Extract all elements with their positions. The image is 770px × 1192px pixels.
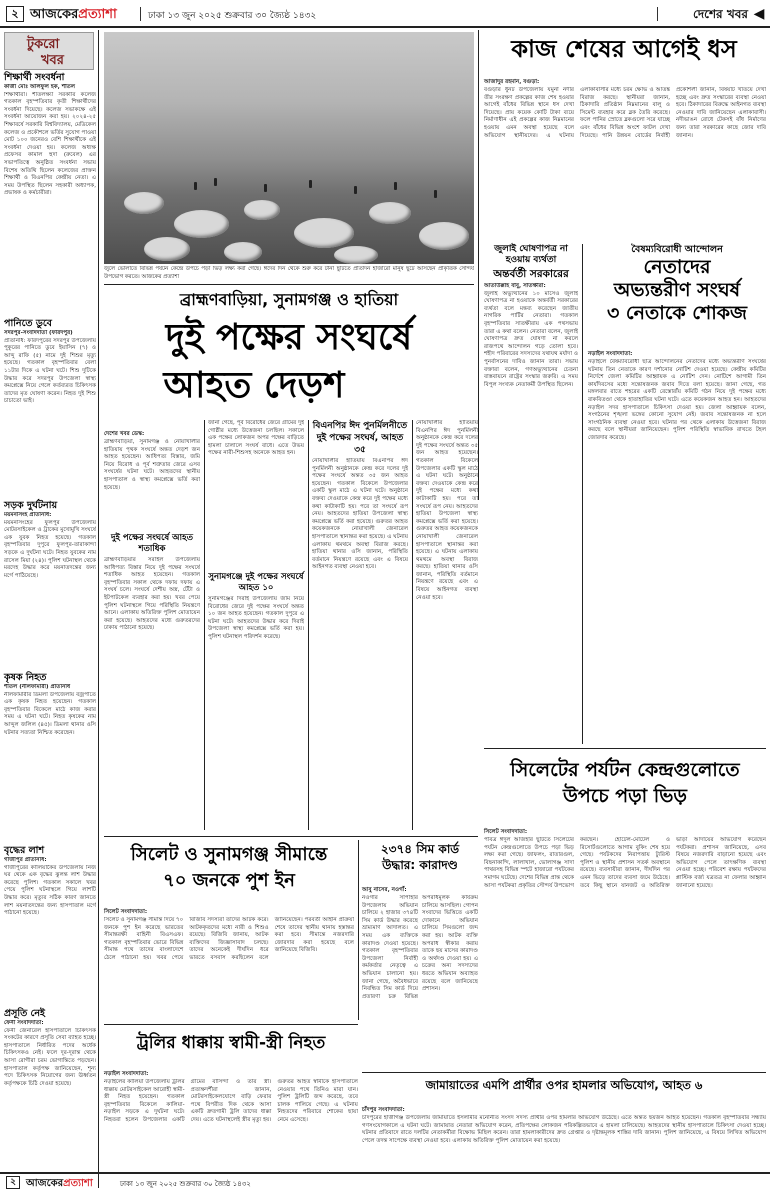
- section-title: দেশের খবর: [692, 7, 748, 21]
- sidebar-item-headline: সড়ক দুর্ঘটনায়: [4, 500, 58, 511]
- story-byline: দেশের খবর ডেস্ক:: [104, 431, 145, 437]
- tourism-body: [484, 818, 766, 1085]
- sim-body: [362, 876, 478, 1075]
- sidebar-item: [4, 1008, 96, 1178]
- header-divider: [140, 7, 141, 21]
- news-photo: [104, 32, 474, 264]
- story-byline: চাঁদপুর সংবাদদাতা:: [362, 1107, 405, 1113]
- sidebar-item-byline: শীতল (নীলফামারী) প্রতিনিধি: [4, 684, 71, 690]
- story-byline: নড়াইল সংবাদদাতা:: [104, 1071, 149, 1077]
- story-kicker: জুলাই ঘোষণাপত্র না হওয়ায় ব্যর্থতা: [494, 244, 568, 265]
- sidebar-item-headline: কৃষক নিহত: [4, 672, 47, 683]
- sidebar-item: [4, 845, 96, 1005]
- sidebar-item-body: ময়মনসিংহের ফুলপুর উপজেলায় মোটরসাইকেল ও ট্রাকের মুখোমুখি সংঘর্ষে এক যুবক নিহত হয়েছে। গতকাল বৃহস্পতিবার দুপুরে ফুলপুর-তারাকান্দা সড়কে এ দুর্ঘটনা ঘটে। নিহত যুবকের নাম রাসেল মিয়া (২৪)। পুলিশ ঘটনাস্থল থেকে মরদেহ উদ্ধার করে ময়নাতদন্তের জন্য মর্গে পাঠিয়েছে।: [4, 519, 96, 579]
- sidebar-item-headline: শিক্ষার্থী সংবর্ধনা: [4, 72, 65, 83]
- page-footer: [0, 1174, 770, 1192]
- page-number: ২: [6, 6, 24, 22]
- story-headline-2: অভ্যন্তরীণ সংঘর্ষ: [613, 279, 741, 301]
- july-story: [484, 244, 578, 751]
- sidebar-item-byline: গাজীপুর প্রতিনিধি:: [4, 857, 47, 863]
- sidebar-item-byline: সদরপুর-সংবাদদাতা (ফরিদপুর): [4, 330, 73, 336]
- story-byline: সিলেট সংবাদদাতা:: [484, 829, 528, 835]
- lead-col-4: [416, 420, 478, 820]
- lead-headline-2: আহত দেড়শ: [163, 365, 345, 406]
- story-headline: কাজ শেষের আগেই ধস: [511, 35, 737, 63]
- footer-paper-name: [26, 1176, 93, 1192]
- paper-name-b: প্রত্যাশা: [78, 7, 117, 22]
- story-headline-1: নেতাদের: [643, 256, 711, 278]
- sidebar-item: [4, 500, 96, 670]
- lead-kicker: ব্রাহ্মণবাড়িয়া, সুনামগঞ্জ ও হাতিয়া: [179, 290, 399, 309]
- border-headline-1: সিলেট ও সুনামগঞ্জ সীমান্তে: [130, 844, 328, 865]
- story-body-text: বগুড়ার ধুনট উপজেলায় যমুনা নদীর তীর সংরক্ষণ প্রকল্পের কাজ শেষ হওয়ার আগেই বাঁধের বিভিন্ন স্থানে ধস দেখা দিয়েছে। প্রায় কয়েক কোটি টাকা ব্যয়ে নির্মাণাধীন এই প্রকল্পের কাজ নিম্নমানের হওয়ায় এমন অবস্থা হয়েছে বলে অভিযোগ স্থানীয়দের। এ ঘটনায় এলাকাবাসীর মধ্যে চরম ক্ষোভ ও আতঙ্ক বিরাজ করছে। স্থানীয়রা জানান, ঠিকাদারি প্রতিষ্ঠান নিম্নমানের বালু ও সিমেন্ট ব্যবহার করে ব্লক তৈরি করেছে। ফলে পানির স্রোতে ব্লকগুলো সরে যাচ্ছে এবং বাঁধের বিভিন্ন অংশে ফাটল দেখা দিয়েছে। পানি উন্নয়ন বোর্ডের নির্বাহী প্রকৌশলী জানান, বিষয়টি খতিয়ে দেখা হচ্ছে এবং দ্রুত সংস্কারের ব্যবস্থা নেওয়া হবে। ঠিকাদারের বিরুদ্ধে আইনগত ব্যবস্থা নেওয়ার দাবি জানিয়েছেন এলাকাবাসী। নদীভাঙন রোধে টেকসই বাঁধ নির্মাণের জন্য তারা সরকারের কাছে জোর দাবি জানান।: [484, 87, 766, 139]
- story-body: [484, 68, 766, 259]
- footer-paper-name-a: আজকের: [26, 1178, 64, 1189]
- trolley-body: [104, 1060, 358, 1179]
- story-body-text: নওগাঁর সাপাহার উপজেলায় অভিযান চালিয়ে ২ হাজার ৩৭৪টি সিম কার্ড উদ্ধার করেছে ভ্রাম্যমাণ আদালত। এ সময় এক ব্যক্তিকে কারাদণ্ড দেওয়া হয়েছে। গতকাল বৃহস্পতিবার উপজেলা নির্বাহী কর্মকর্তার নেতৃত্বে এ অভিযান চালানো হয়। জানা গেছে, অবৈধভাবে নিবন্ধিত সিম কার্ড দিয়ে প্রতারণা চক্র বিভিন্ন অপরাধমূলক কার্যক্রম চালিয়ে আসছিল। গোপন সংবাদের ভিত্তিতে একটি দোকানে অভিযান চালিয়ে সিমগুলো জব্দ করা হয়। আটক ব্যক্তি অপরাধ স্বীকার করায় তাকে ছয় মাসের কারাদণ্ড ও অর্থদণ্ড দেওয়া হয়। এ চক্রের অন্য সদস্যদের ধরতে অভিযান অব্যাহত রয়েছে বলে জানিয়েছে প্রশাসন।: [362, 895, 478, 1000]
- story-headline: অন্তর্বর্তী সরকারের: [493, 268, 569, 280]
- header-divider: [657, 7, 658, 21]
- story-body-text: জানা গেছে, পূর্ব বিরোধের জেরে গ্রামের দুই গোষ্ঠীর মধ্যে উত্তেজনা চলছিল। সকালে এক পক্ষের লোকজন অপর পক্ষের বাড়িতে হামলা চালালে সংঘর্ষ বাধে। এতে উভয় পক্ষের নারী-শিশুসহ অনেকে আহত হন।: [208, 420, 304, 457]
- sidebar-item-body: নীলফামারীর ডিমলা উপজেলায় বজ্রপাতে এক কৃষক নিহত হয়েছেন। গতকাল বৃহস্পতিবার বিকেলে মাঠে কাজ করার সময় এ ঘটনা ঘটে। নিহত কৃষকের নাম আব্দুল জলিল (৪৫)। ডিমলা থানার ওসি ঘটনার সত্যতা নিশ্চিত করেছেন।: [4, 691, 96, 736]
- story-subhead: সুনামগঞ্জে দুই পক্ষের সংঘর্ষে আহত ১০: [208, 572, 304, 593]
- footer-paper-name-b: প্রত্যাশা: [63, 1178, 93, 1189]
- lead-headline-1: দুই পক্ষের সংঘর্ষে: [165, 317, 413, 358]
- story-byline: আজাদুর রহমান, বগুড়া:: [484, 79, 540, 85]
- arrow-right-icon: ◀: [753, 6, 765, 22]
- sidebar-item-body: ফেনী জেনারেল হাসপাতালে চিকিৎসক সংকটের কারণে প্রসূতি সেবা ব্যাহত হচ্ছে। হাসপাতালে নির্ধারিত পদের অর্ধেক চিকিৎসকও নেই। ফলে দূর-দূরান্ত থেকে আসা রোগীরা চরম ভোগান্তিতে পড়ছেন। হাসপাতাল কর্তৃপক্ষ জানিয়েছেন, শূন্য পদে চিকিৎসক নিয়োগের জন্য ঊর্ধ্বতন কর্তৃপক্ষকে চিঠি দেওয়া হয়েছে।: [4, 1027, 96, 1087]
- sidebar-item-body: শিক্ষার্থীরা। শীতলক্ষ্যা সরকারি কলেজ গতকাল বৃহস্পতিবার কৃতী শিক্ষার্থীদের সংবর্ধনা দিয়েছে। কলেজ সভাকক্ষে এই সংবর্ধনা আয়োজন করা হয়। ২০২৪-২৫ শিক্ষাবর্ষে সরকারি বিশ্ববিদ্যালয়, মেডিকেল কলেজ ও প্রকৌশলে ভর্তির সুযোগ পাওয়া মোট ১০০ জনেরও বেশি শিক্ষার্থীকে এই সংবর্ধনা দেওয়া হয়। কলেজ অধ্যক্ষ প্রফেসর কামাল হুদা (রুবেল) এর সভাপতিত্বে অনুষ্ঠিত সংবর্ধনা সভায় বিশেষ অতিথি ছিলেন কলেজের প্রাক্তন শিক্ষার্থী ও বিএনপির কেন্দ্রীয় নেতা। এ সময় উপস্থিত ছিলেন সহকারী অধ্যাপক, প্রভাষক ও কর্মচারীরা।: [4, 91, 96, 197]
- sidebar-item: [4, 318, 96, 498]
- sidebar-item-byline: কাজী মোঃ অলিফুল হক, শীতল: [4, 84, 76, 90]
- sim-headline-1: ২৩৭৪ সিম কার্ড: [380, 842, 460, 856]
- story-body-text: সিলেট ও সুনামগঞ্জ সীমান্ত দিয়ে ৭০ জনকে পুশ ইন করেছে ভারতের সীমান্তরক্ষী বাহিনী বিএসএফ। গতকাল বৃহস্পতিবার ভোরে বিভিন্ন সীমান্ত পথে তাদের বাংলাদেশে ঠেলে পাঠানো হয়। খবর পেয়ে বিজিবি সদস্যরা তাদের আটক করে। আটককৃতদের মধ্যে নারী ও শিশুও রয়েছে। বিজিবি জানায়, আটক ব্যক্তিদের জিজ্ঞাসাবাদ চলছে। তাদের অনেকেই দীর্ঘদিন ধরে ভারতে বসবাস করছিলেন বলে জানিয়েছেন। পরবর্তী আইনি প্রক্রিয়া শেষে তাদের স্থানীয় থানায় হস্তান্তর করা হবে। সীমান্তে নজরদারি জোরদার করা হয়েছে বলে জানিয়েছে বিজিবি।: [104, 917, 354, 961]
- paper-name-a: আজকের: [30, 7, 79, 22]
- border-body: [104, 898, 354, 1033]
- lead-col-3: [312, 420, 408, 818]
- sim-headline-2: উদ্ধার: কারাদণ্ড: [382, 858, 458, 872]
- sidebar-item-body: প্রতিনিধি: ফরিদপুরের সদরপুর উপজেলায় পুকুরের পানিতে ডুবে ইয়াসিন (৭) ও আব্দু রাফি (৫) নামে দুই শিশুর মৃত্যু হয়েছে। গতকাল বৃহস্পতিবার বেলা ১১টার দিকে এ ঘটনা ঘটে। শিশু দুটিকে উদ্ধার করে সদরপুর উপজেলা স্বাস্থ্য কমপ্লেক্সে নিয়ে গেলে কর্তব্যরত চিকিৎসক তাদের মৃত ঘোষণা করেন। নিহত দুই শিশু চাচাতো ভাই।: [4, 337, 96, 405]
- sidebar-logo-line2: খবর: [41, 53, 64, 68]
- leaders-story-body: [588, 340, 766, 749]
- story-body-text: নোয়াখালীর হাতিয়ায় বিএনপির ঈদ পুনর্মিলনী অনুষ্ঠানকে কেন্দ্র করে দলের দুই পক্ষের সংঘর্ষে অন্তত ৩৫ জন আহত হয়েছেন। গতকাল বিকেলে উপজেলার একটি স্কুল মাঠে এ ঘটনা ঘটে। অনুষ্ঠানে বক্তব্য দেওয়াকে কেন্দ্র করে দুই পক্ষের মধ্যে কথা কাটাকাটি হয়। পরে তা সংঘর্ষে রূপ নেয়। আহতদের হাতিয়া উপজেলা স্বাস্থ্য কমপ্লেক্সে ভর্তি করা হয়েছে। গুরুতর আহত কয়েকজনকে নোয়াখালী জেনারেল হাসপাতালে স্থানান্তর করা হয়েছে। এ ঘটনায় এলাকায় থমথমে অবস্থা বিরাজ করছে। হাতিয়া থানার ওসি জানান, পরিস্থিতি বর্তমানে নিয়ন্ত্রণে রয়েছে এবং এ বিষয়ে আইনগত ব্যবস্থা নেওয়া হবে।: [416, 420, 478, 601]
- sidebar-item-byline: ফেনী সংবাদদাতা:: [4, 1020, 44, 1026]
- story-headline-3: ৩ নেতাকে শোকজ: [606, 302, 748, 324]
- sidebar-item-byline: ময়মনসিংহ প্রতিনিধি:: [4, 512, 52, 518]
- footer-page-number: ২: [6, 1176, 20, 1189]
- lead-col-2: [208, 420, 304, 826]
- story-body-text: নোয়াখালীর হাতিয়ায় বিএনপির ঈদ পুনর্মিলনী অনুষ্ঠানকে কেন্দ্র করে দলের দুই পক্ষের সংঘর্ষে অন্তত ৩৫ জন আহত হয়েছেন। গতকাল বিকেলে উপজেলার একটি স্কুল মাঠে এ ঘটনা ঘটে। অনুষ্ঠানে বক্তব্য দেওয়াকে কেন্দ্র করে দুই পক্ষের মধ্যে কথা কাটাকাটি হয়। পরে তা সংঘর্ষে রূপ নেয়। আহতদের হাতিয়া উপজেলা স্বাস্থ্য কমপ্লেক্সে ভর্তি করা হয়েছে। গুরুতর আহত কয়েকজনকে নোয়াখালী জেনারেল হাসপাতালে স্থানান্তর করা হয়েছে। এ ঘটনায় এলাকায় থমথমে অবস্থা বিরাজ করছে। হাতিয়া থানার ওসি জানান, পরিস্থিতি বর্তমানে নিয়ন্ত্রণে রয়েছে এবং এ বিষয়ে আইনগত ব্যবস্থা নেওয়া হবে।: [312, 458, 408, 571]
- story-subhead: বিএনপির ঈদ পুনর্মিলনীতে দুই পক্ষের সংঘর্ষ, আহত ৩৫: [312, 421, 408, 455]
- tourism-headline-1: সিলেটের পর্যটন কেন্দ্রগুলোতে: [510, 759, 740, 781]
- sidebar-item-headline: প্রসূতি নেই: [4, 1008, 45, 1019]
- trolley-headline: ট্রলির ধাক্কায় স্বামী-স্ত্রী নিহত: [136, 1033, 326, 1053]
- story-body-text: নড়াইলের কালিয়া উপজেলায় ট্রলির ধাক্কায় মোটরসাইকেল আরোহী স্বামী-স্ত্রী নিহত হয়েছেন। গতকাল বৃহস্পতিবার বিকেলে কালিয়া-নড়াইল সড়কে এ দুর্ঘটনা ঘটে। নিহতরা হলেন উপজেলার একটি গ্রামের বাসিন্দা ও তার স্ত্রী। প্রত্যক্ষদর্শীরা জানান, মোটরসাইকেলযোগে বাড়ি ফেরার পথে বিপরীত দিক থেকে আসা একটি দ্রুতগামী ট্রলি তাদের ধাক্কা দেয়। এতে ঘটনাস্থলেই স্ত্রীর মৃত্যু হয়। গুরুতর আহত স্বামীকে হাসপাতালে নেওয়ার পথে তিনিও মারা যান। পুলিশ ট্রলিটি জব্দ করেছে, তবে চালক পালিয়ে গেছে। এ ঘটনায় নিহতদের পরিবারে শোকের ছায়া নেমে এসেছে।: [104, 1079, 358, 1123]
- sidebar-item-headline: বৃদ্ধের লাশ: [4, 845, 45, 856]
- story-body-text: নড়াইলে বৈষম্যবিরোধী ছাত্র আন্দোলনের নেতাদের মধ্যে অভ্যন্তরীণ সংঘর্ষের ঘটনায় তিন নেতাকে কারণ দর্শানোর নোটিশ দেওয়া হয়েছে। কেন্দ্রীয় কমিটির নির্দেশে জেলা কমিটির আহ্বায়ক এ নোটিশ দেন। নোটিশে আগামী তিন কার্যদিবসের মধ্যে সন্তোষজনক জবাব দিতে বলা হয়েছে। জানা গেছে, গত মঙ্গলবার রাতে শহরের একটি রেস্তোরাঁয় কমিটি গঠন নিয়ে দুই পক্ষের মধ্যে বাকবিতণ্ডা থেকে হাতাহাতির ঘটনা ঘটে। এতে কয়েকজন আহত হন। আহতদের নড়াইল সদর হাসপাতালে চিকিৎসা দেওয়া হয়। জেলা আহ্বায়ক বলেন, সংগঠনের শৃঙ্খলা ভঙ্গের কোনো সুযোগ নেই। জবাব সন্তোষজনক না হলে সাংগঠনিক ব্যবস্থা নেওয়া হবে। ঘটনার পর থেকে এলাকায় উত্তেজনা বিরাজ করছে বলে স্থানীয়রা জানিয়েছেন। পুলিশ পরিস্থিতি স্বাভাবিক রাখতে টহল জোরদার করেছে।: [588, 359, 766, 441]
- story-kicker: বৈষম্যবিরোধী আন্দোলন: [631, 244, 723, 255]
- paper-name: [30, 5, 117, 26]
- sidebar-item: [4, 72, 96, 322]
- lead-col-1: [104, 420, 200, 827]
- story-subhead: দুই পক্ষের সংঘর্ষে আহত শতাধিক: [111, 533, 193, 554]
- sidebar-item-headline: পানিতে ডুবে: [4, 318, 52, 329]
- page-header: [0, 0, 770, 28]
- footer-date-line: ঢাকা ১৩ জুন ২০২৫ শুক্রবার ৩০ জ্যৈষ্ঠ ১৪৩২: [120, 1180, 251, 1188]
- story-body-text: ব্রাহ্মণবাড়িয়া, সুনামগঞ্জ ও নোয়াখালীর হাতিয়ায় পৃথক সংঘর্ষে অন্তত দেড়শ জন আহত হয়েছেন। আধিপত্য বিস্তার, জমি নিয়ে বিরোধ ও পূর্ব শত্রুতার জেরে এসব সংঘর্ষের ঘটনা ঘটে। আহতদের স্থানীয় হাসপাতাল ও স্বাস্থ্য কমপ্লেক্সে ভর্তি করা হয়েছে।: [104, 439, 200, 491]
- story-body-text: জুলাই অভ্যুত্থানের ১০ মাসেও জুলাই ঘোষণাপত্র না হওয়াকে অন্তর্বর্তী সরকারের ব্যর্থতা বলে মন্তব্য করেছেন জাতীয় নাগরিক পার্টির নেতারা। গতকাল বৃহস্পতিবার সাতক্ষীরায় এক পথসভায় তারা এ কথা বলেন। নেতারা বলেন, জুলাই ঘোষণাপত্র দ্রুত ঘোষণা না করলে রাজপথে আন্দোলন গড়ে তোলা হবে। শহীদ পরিবারের সদস্যদের যথাযথ মর্যাদা ও পুনর্বাসনের দাবিও জানান তারা। সভায় বক্তারা বলেন, গণঅভ্যুত্থানের চেতনা বাস্তবায়নে রাষ্ট্রের সংস্কার জরুরি। এ সময় বিপুল সংখ্যক নেতাকর্মী উপস্থিত ছিলেন।: [484, 290, 578, 388]
- story-byline: সিলেট সংবাদদাতা:: [104, 909, 148, 915]
- story-body-text: সুনামগঞ্জের দিরাই উপজেলায় জমি নিয়ে বিরোধের জেরে দুই পক্ষের সংঘর্ষে অন্তত ১০ জন আহত হয়েছেন। গতকাল দুপুরে এ ঘটনা ঘটে। আহতদের উদ্ধার করে দিরাই উপজেলা স্বাস্থ্য কমপ্লেক্সে ভর্তি করা হয়। পুলিশ ঘটনাস্থল পরিদর্শন করেছে।: [208, 596, 304, 640]
- sidebar-logo: [4, 32, 94, 70]
- story-byline: আবু নাসের, নওগাঁ:: [362, 887, 407, 893]
- story-body-text: চাঁদপুরের হাজীগঞ্জ উপজেলায় জামায়াতে ইসলামীর মনোনীত সংসদ সদস্য প্রার্থীর ওপর হামলার অভিযোগ উঠেছে। এতে অন্তত ছয়জন আহত হয়েছেন। গতকাল বৃহস্পতিবার সন্ধ্যায় গণসংযোগকালে এ ঘটনা ঘটে। জামায়াত নেতারা অভিযোগ করেন, প্রতিপক্ষের লোকজন পরিকল্পিতভাবে এ হামলা চালিয়েছে। আহতদের স্থানীয় হাসপাতালে চিকিৎসা দেওয়া হচ্ছে। ঘটনার প্রতিবাদে রাতে দলটির নেতাকর্মীরা বিক্ষোভ মিছিল করেন। তারা হামলাকারীদের দ্রুত গ্রেপ্তার ও দৃষ্টান্তমূলক শাস্তির দাবি জানান। পুলিশ জানিয়েছে, এ বিষয়ে লিখিত অভিযোগ পেলে তদন্ত সাপেক্ষে ব্যবস্থা নেওয়া হবে। এলাকায় অতিরিক্ত পুলিশ মোতায়েন করা হয়েছে।: [362, 1115, 766, 1144]
- tourism-headline-2: উপচে পড়া ভিড়: [563, 785, 687, 807]
- sidebar-item: [4, 672, 96, 842]
- story-body-text: পবিত্র ঈদুল আজহার ছুটিতে সিলেটের পর্যটন কেন্দ্রগুলোতে উপচে পড়া ভিড় লক্ষ্য করা গেছে। জাফলং, রাতারগুল, বিছনাকান্দি, লালাখাল, ভোলাগঞ্জ সাদা পাথরসহ বিভিন্ন স্পটে হাজারো পর্যটকের সমাগম ঘটেছে। দেশের বিভিন্ন প্রান্ত থেকে আসা পর্যটকরা প্রকৃতির সৌন্দর্য উপভোগ করছেন। হোটেল-মোটেল ও রিসোর্টগুলোতে আগাম বুকিং শেষ হয়ে গেছে। পর্যটকদের নিরাপত্তায় ট্যুরিস্ট পুলিশ ও স্থানীয় প্রশাসন সতর্ক অবস্থানে রয়েছে। ব্যবসায়ীরা জানান, দীর্ঘদিন পর এমন ভিড়ে তাদের ব্যবসা জমে উঠেছে। তবে কিছু স্থানে যানজট ও অতিরিক্ত ভাড়া আদায়ের অভিযোগ করেছেন পর্যটকরা। প্রশাসন জানিয়েছে, এসব বিষয়ে নজরদারি বাড়ানো হয়েছে এবং অভিযোগ পেলে তাৎক্ষণিক ব্যবস্থা নেওয়া হচ্ছে। পরিবেশ রক্ষায় পর্যটকদের প্লাস্টিক বর্জ্য যত্রতত্র না ফেলার আহ্বান জানানো হয়েছে।: [484, 837, 766, 889]
- border-headline-2: ৭০ জনকে পুশ ইন: [163, 870, 295, 891]
- date-line: ঢাকা ১৩ জুন ২০২৫ শুক্রবার ৩০ জ্যৈষ্ঠ ১৪৩২: [148, 11, 317, 21]
- leaders-story: [588, 244, 766, 325]
- sidebar-logo-line1: টুকরো: [27, 37, 60, 52]
- photo-caption: জুলে ভোলাতে বিভিন্ন পর্যটন কেন্দ্রে উপচে পড়া ভিড় লক্ষ্য করা গেছে। ঈদের দিন থেকে শুরু করে টানা ছুটিতে প্রতিদিন হাজারো মানুষ ছুটে আসছেন প্রাকৃতিক সৌন্দর্য উপভোগ করতে। আজকের প্রত্যাশা: [104, 266, 474, 280]
- sidebar-item-body: গাজীপুরের কালিয়াকৈর উপজেলায় নিজ ঘর থেকে এক বৃদ্ধের ঝুলন্ত লাশ উদ্ধার করেছে পুলিশ। গতকাল সকালে খবর পেয়ে পুলিশ ঘটনাস্থলে গিয়ে লাশটি উদ্ধার করে। মৃত্যুর সঠিক কারণ জানতে লাশ ময়নাতদন্তের জন্য হাসপাতাল মর্গে পাঠানো হয়েছে।: [4, 864, 96, 917]
- story-byline: আতাউল্লাহ বাবু, সাতক্ষীরা:: [484, 283, 546, 289]
- story-body-text: ব্রাহ্মণবাড়িয়ার সরাইল উপজেলায় আধিপত্য বিস্তার নিয়ে দুই পক্ষের সংঘর্ষে শতাধিক আহত হয়েছেন। গতকাল বৃহস্পতিবার সকাল থেকে দফায় দফায় এ সংঘর্ষ চলে। সংঘর্ষে দেশীয় অস্ত্র, টেঁটা ও ইটপাটকেল ব্যবহার করা হয়। খবর পেয়ে পুলিশ ঘটনাস্থলে গিয়ে পরিস্থিতি নিয়ন্ত্রণে আনে। এলাকায় অতিরিক্ত পুলিশ মোতায়েন করা হয়েছে। আহতদের মধ্যে গুরুতরদের ঢাকায় পাঠানো হয়েছে।: [104, 557, 200, 632]
- story-byline: নড়াইল সংবাদদাতা:: [588, 351, 633, 357]
- jamaat-headline: জামায়াতের এমপি প্রার্থীর ওপর হামলার অভিযোগ, আহত ৬: [425, 1078, 703, 1092]
